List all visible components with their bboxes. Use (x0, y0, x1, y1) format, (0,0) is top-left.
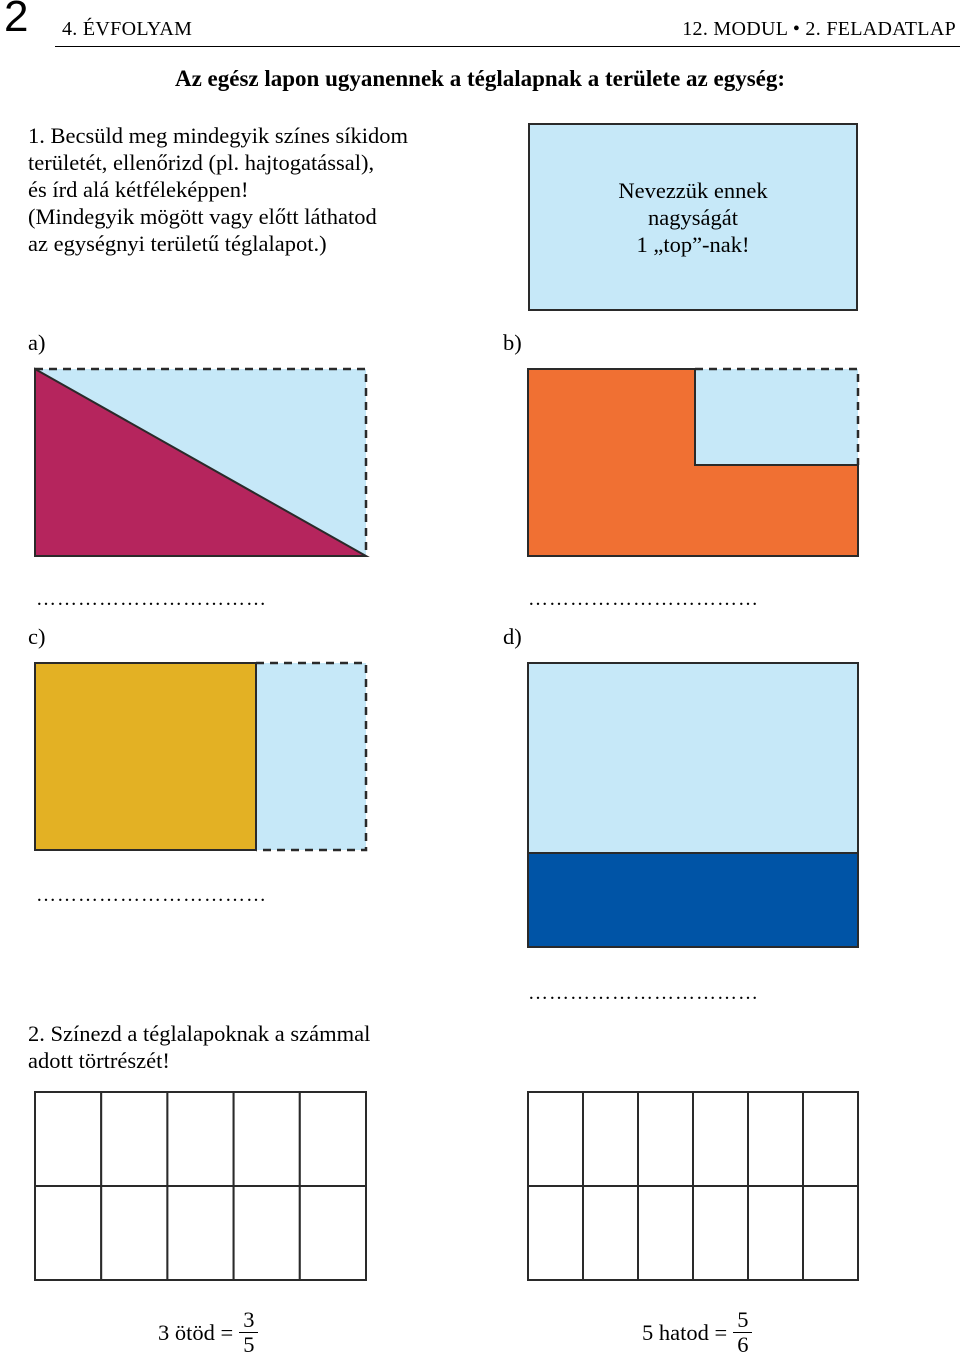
equation-fifths-caption: 3 ötöd = (158, 1319, 234, 1345)
grid-cell[interactable] (638, 1186, 693, 1280)
equation-fifths (158, 1308, 258, 1357)
fraction-denominator: 6 (737, 1332, 749, 1357)
figure-d (528, 663, 858, 947)
figure-b (528, 369, 858, 556)
fraction-numerator: 3 (239, 1308, 258, 1333)
equation-sixths (642, 1308, 752, 1357)
answer-line-d: …………………………… (528, 982, 759, 1004)
grid-cell[interactable] (101, 1186, 167, 1280)
figure-a-label: a) (28, 330, 46, 355)
grid-cell[interactable] (748, 1092, 803, 1186)
fraction-five-sixths (733, 1308, 752, 1357)
grid-cell[interactable] (167, 1092, 233, 1186)
figure-a (35, 369, 366, 556)
grid-cell[interactable] (300, 1186, 366, 1280)
fraction-numerator: 5 (733, 1308, 752, 1333)
figure-b-label: b) (503, 330, 522, 355)
grid-cell[interactable] (101, 1092, 167, 1186)
grid-cell[interactable] (528, 1092, 583, 1186)
grid-cell[interactable] (693, 1186, 748, 1280)
unit-subtitle: Az egész lapon ugyanennek a téglalapnak a területe az egység: (174, 66, 786, 91)
figure-c-label: c) (28, 624, 46, 649)
answer-line-a: …………………………… (36, 588, 267, 610)
grid-cell[interactable] (583, 1092, 638, 1186)
equation-sixths-caption: 5 hatod = (642, 1319, 728, 1345)
figure-c (35, 663, 366, 850)
grid-cell[interactable] (528, 1186, 583, 1280)
grid-cell[interactable] (748, 1186, 803, 1280)
grid-cell[interactable] (803, 1186, 858, 1280)
fraction-denominator: 5 (243, 1332, 255, 1357)
grid-cell[interactable] (583, 1186, 638, 1280)
grid-cell[interactable] (693, 1092, 748, 1186)
fraction-three-fifths (239, 1308, 258, 1357)
task1-instructions: 1. Becsüld meg mindegyik színes síkidom területét, ellenőrizd (pl. hajtogatással), és írd alá kétféleképpen! (Mindegyik mögött vagy előtt láthatod az egységnyi területű téglalapot.) (28, 123, 408, 256)
grid-sixths (528, 1092, 858, 1280)
answer-line-c: …………………………… (36, 884, 267, 906)
task2-instructions: 2. Színezd a téglalapoknak a számmal adott törtrészét! (28, 1021, 371, 1073)
figure-d-blue-rect (528, 853, 858, 947)
module-label: 12. MODUL • 2. FELADATLAP (682, 18, 956, 40)
grid-cell[interactable] (35, 1092, 101, 1186)
page-number: 2 (4, 0, 29, 41)
unit-rectangle: Nevezzük ennek nagyságát 1 „top”-nak! (528, 123, 858, 311)
grid-cell[interactable] (234, 1186, 300, 1280)
grid-cell[interactable] (167, 1186, 233, 1280)
grid-cell[interactable] (803, 1092, 858, 1186)
figure-c-yellow-rect (35, 663, 256, 850)
figure-d-label: d) (503, 624, 522, 649)
grid-cell[interactable] (234, 1092, 300, 1186)
grid-fifths (35, 1092, 366, 1280)
grid-cell[interactable] (638, 1092, 693, 1186)
answer-line-b: …………………………… (528, 588, 759, 610)
grid-cell[interactable] (35, 1186, 101, 1280)
grade-label: 4. ÉVFOLYAM (62, 18, 193, 40)
figure-d-unit-rect (528, 663, 858, 853)
grid-cell[interactable] (300, 1092, 366, 1186)
